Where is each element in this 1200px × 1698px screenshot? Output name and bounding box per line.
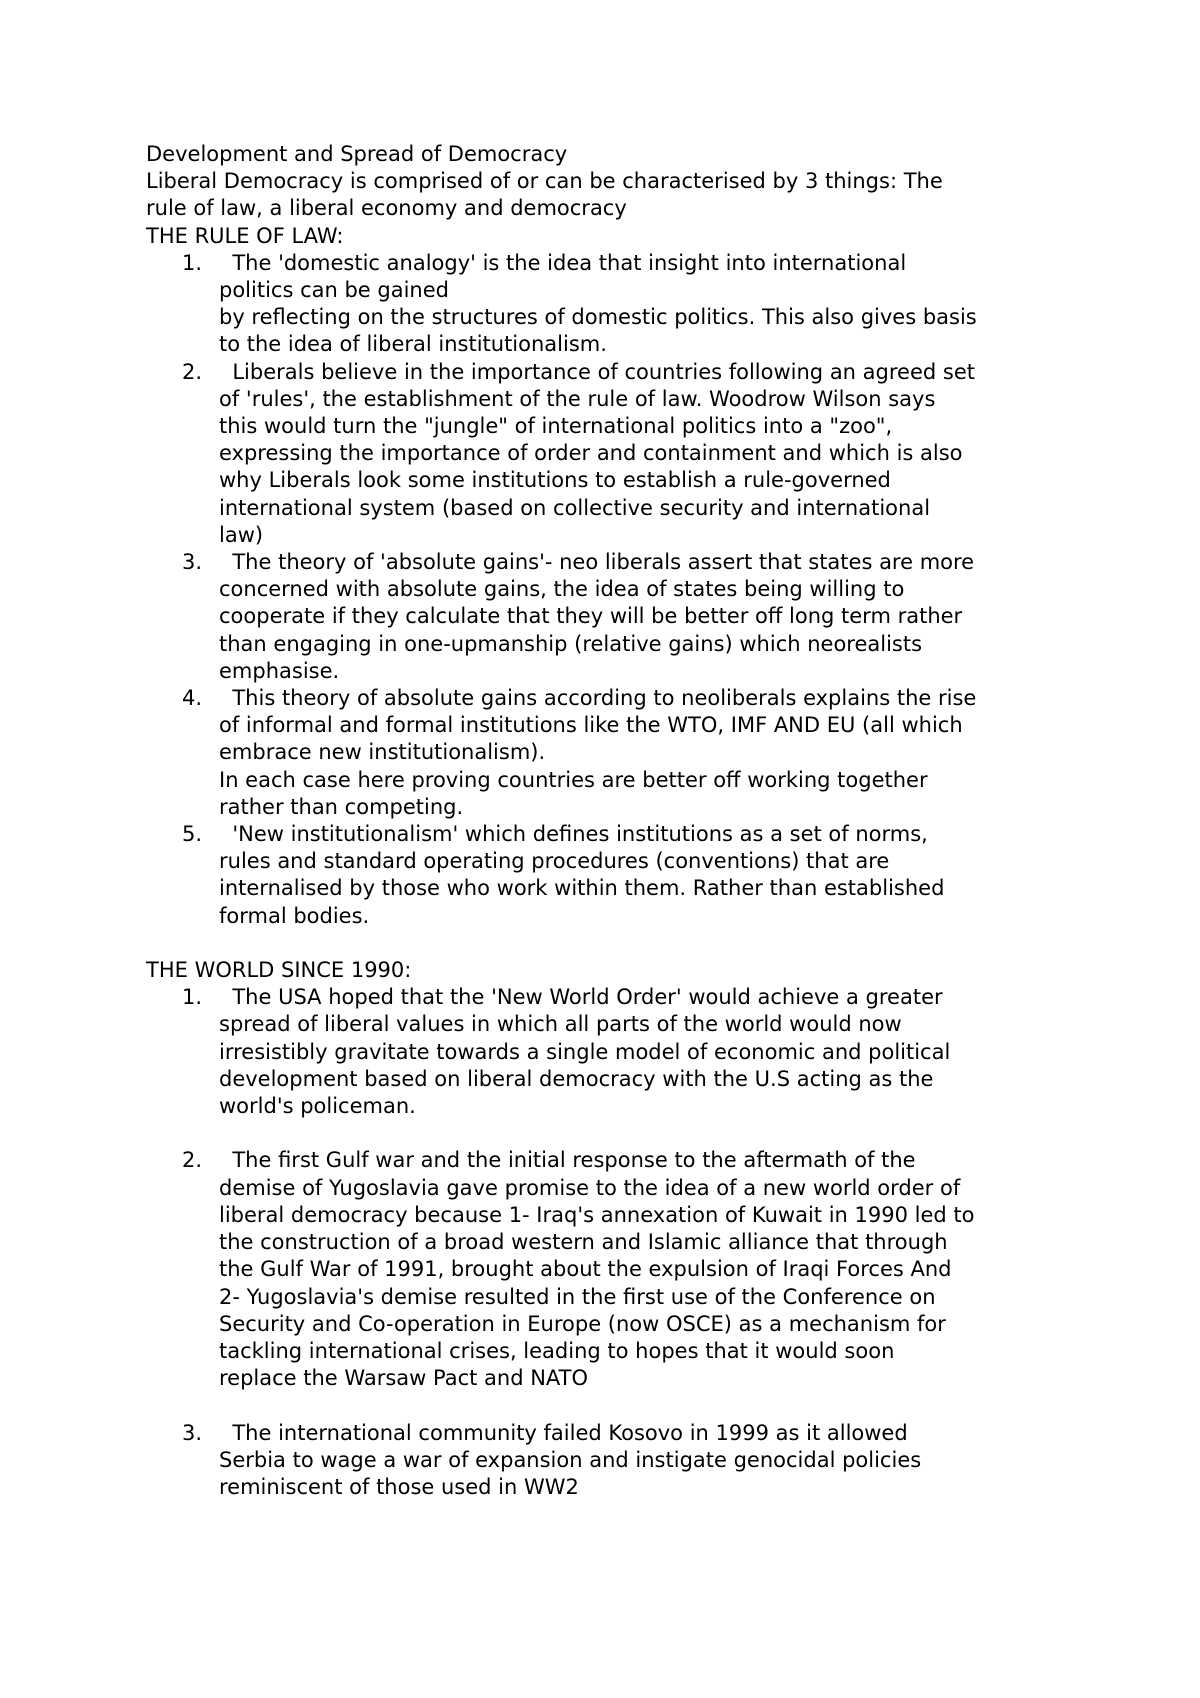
document-page xyxy=(146,141,1076,1501)
list-number: 3. xyxy=(182,1420,203,1445)
intro-line: rule of law, a liberal economy and democracy xyxy=(146,196,627,221)
list-item-line: world's policeman. xyxy=(219,1094,416,1119)
list-item-line: spread of liberal values in which all parts of the world would now xyxy=(219,1012,902,1037)
list-number: 1. xyxy=(182,985,203,1010)
list-item-line: concerned with absolute gains, the idea of states being willing to xyxy=(219,577,905,602)
section-heading-rule-of-law: THE RULE OF LAW: xyxy=(146,223,344,248)
list-item-line: This theory of absolute gains according to neoliberals explains the rise xyxy=(219,686,977,711)
list-item-line: development based on liberal democracy with the U.S acting as the xyxy=(219,1066,934,1091)
list-item xyxy=(146,359,1076,549)
list-item-line: the Gulf War of 1991, brought about the expulsion of Iraqi Forces And xyxy=(219,1257,952,1282)
list-item-line: The first Gulf war and the initial response to the aftermath of the xyxy=(219,1148,916,1173)
list-item-line: formal bodies. xyxy=(219,903,370,928)
document-title: Development and Spread of Democracy xyxy=(146,142,568,166)
list-item-line: replace the Warsaw Pact and NATO xyxy=(219,1366,589,1391)
list-item-line: international system (based on collective security and international xyxy=(219,495,931,520)
list-item-line: this would turn the "jungle" of international politics into a "zoo", xyxy=(219,414,893,439)
list-item-line: Liberals believe in the importance of countries following an agreed set xyxy=(219,359,975,384)
list-item xyxy=(146,549,1076,685)
list-item-line: rather than competing. xyxy=(219,794,464,819)
list-item-line: by reflecting on the structures of domestic politics. This also gives basis xyxy=(219,305,977,330)
list-number: 4. xyxy=(182,686,203,711)
list-item-line: emphasise. xyxy=(219,658,340,683)
list-item-line: embrace new institutionalism). xyxy=(219,740,546,765)
list-item-line: Security and Co-operation in Europe (now OSCE) as a mechanism for xyxy=(219,1311,946,1336)
list-number: 1. xyxy=(182,250,203,275)
list-item-line: law) xyxy=(219,522,264,547)
list-item-line: why Liberals look some institutions to establish a rule-governed xyxy=(219,468,891,493)
list-item-line: rules and standard operating procedures (conventions) that are xyxy=(219,849,890,874)
list-item xyxy=(146,685,1076,821)
list-number: 2. xyxy=(182,359,203,384)
list-item-line: reminiscent of those used in WW2 xyxy=(219,1474,579,1499)
list-number: 2. xyxy=(182,1148,203,1173)
list-item-line: to the idea of liberal institutionalism. xyxy=(219,332,607,357)
list-item xyxy=(146,1147,1076,1392)
list-item-line: liberal democracy because 1- Iraq's annexation of Kuwait in 1990 led to xyxy=(219,1202,975,1227)
section-heading-world-since-1990: THE WORLD SINCE 1990: xyxy=(146,958,412,983)
list-number: 3. xyxy=(182,550,203,575)
list-item-line: 'New institutionalism' which defines institutions as a set of norms, xyxy=(219,822,928,847)
list-item-line: The international community failed Kosovo in 1999 as it allowed xyxy=(219,1420,908,1445)
list-item-line: than engaging in one-upmanship (relative gains) which neorealists xyxy=(219,631,923,656)
blank-line xyxy=(146,930,1076,957)
blank-line xyxy=(146,1120,1076,1147)
list-item-line: the construction of a broad western and Islamic alliance that through xyxy=(219,1230,948,1255)
list-item xyxy=(146,1420,1076,1502)
intro-line: Liberal Democracy is comprised of or can be characterised by 3 things: The xyxy=(146,169,943,194)
list-item-line: of informal and formal institutions like the WTO, IMF AND EU (all which xyxy=(219,713,963,738)
list-item-line: The USA hoped that the 'New World Order' would achieve a greater xyxy=(219,985,943,1010)
list-item-line: tackling international crises, leading to hopes that it would soon xyxy=(219,1338,895,1363)
list-item-line: 2- Yugoslavia's demise resulted in the first use of the Conference on xyxy=(219,1284,936,1309)
list-item-line: demise of Yugoslavia gave promise to the idea of a new world order of xyxy=(219,1175,961,1200)
list-item-line: irresistibly gravitate towards a single model of economic and political xyxy=(219,1039,951,1064)
list-item-line: Serbia to wage a war of expansion and instigate genocidal policies xyxy=(219,1447,922,1472)
list-item-line: politics can be gained xyxy=(219,278,449,303)
list-item-line: The 'domestic analogy' is the idea that insight into international xyxy=(219,250,907,275)
blank-line xyxy=(146,1392,1076,1419)
list-item-line: In each case here proving countries are better off working together xyxy=(219,767,928,792)
list-item xyxy=(146,250,1076,359)
list-item xyxy=(146,821,1076,930)
list-item xyxy=(146,984,1076,1120)
list-item-line: internalised by those who work within them. Rather than established xyxy=(219,876,945,901)
list-item-line: of 'rules', the establishment of the rule of law. Woodrow Wilson says xyxy=(219,386,936,411)
list-number: 5. xyxy=(182,822,203,847)
list-item-line: cooperate if they calculate that they will be better off long term rather xyxy=(219,604,963,629)
list-item-line: The theory of 'absolute gains'- neo liberals assert that states are more xyxy=(219,550,975,575)
list-item-line: expressing the importance of order and containment and which is also xyxy=(219,441,963,466)
